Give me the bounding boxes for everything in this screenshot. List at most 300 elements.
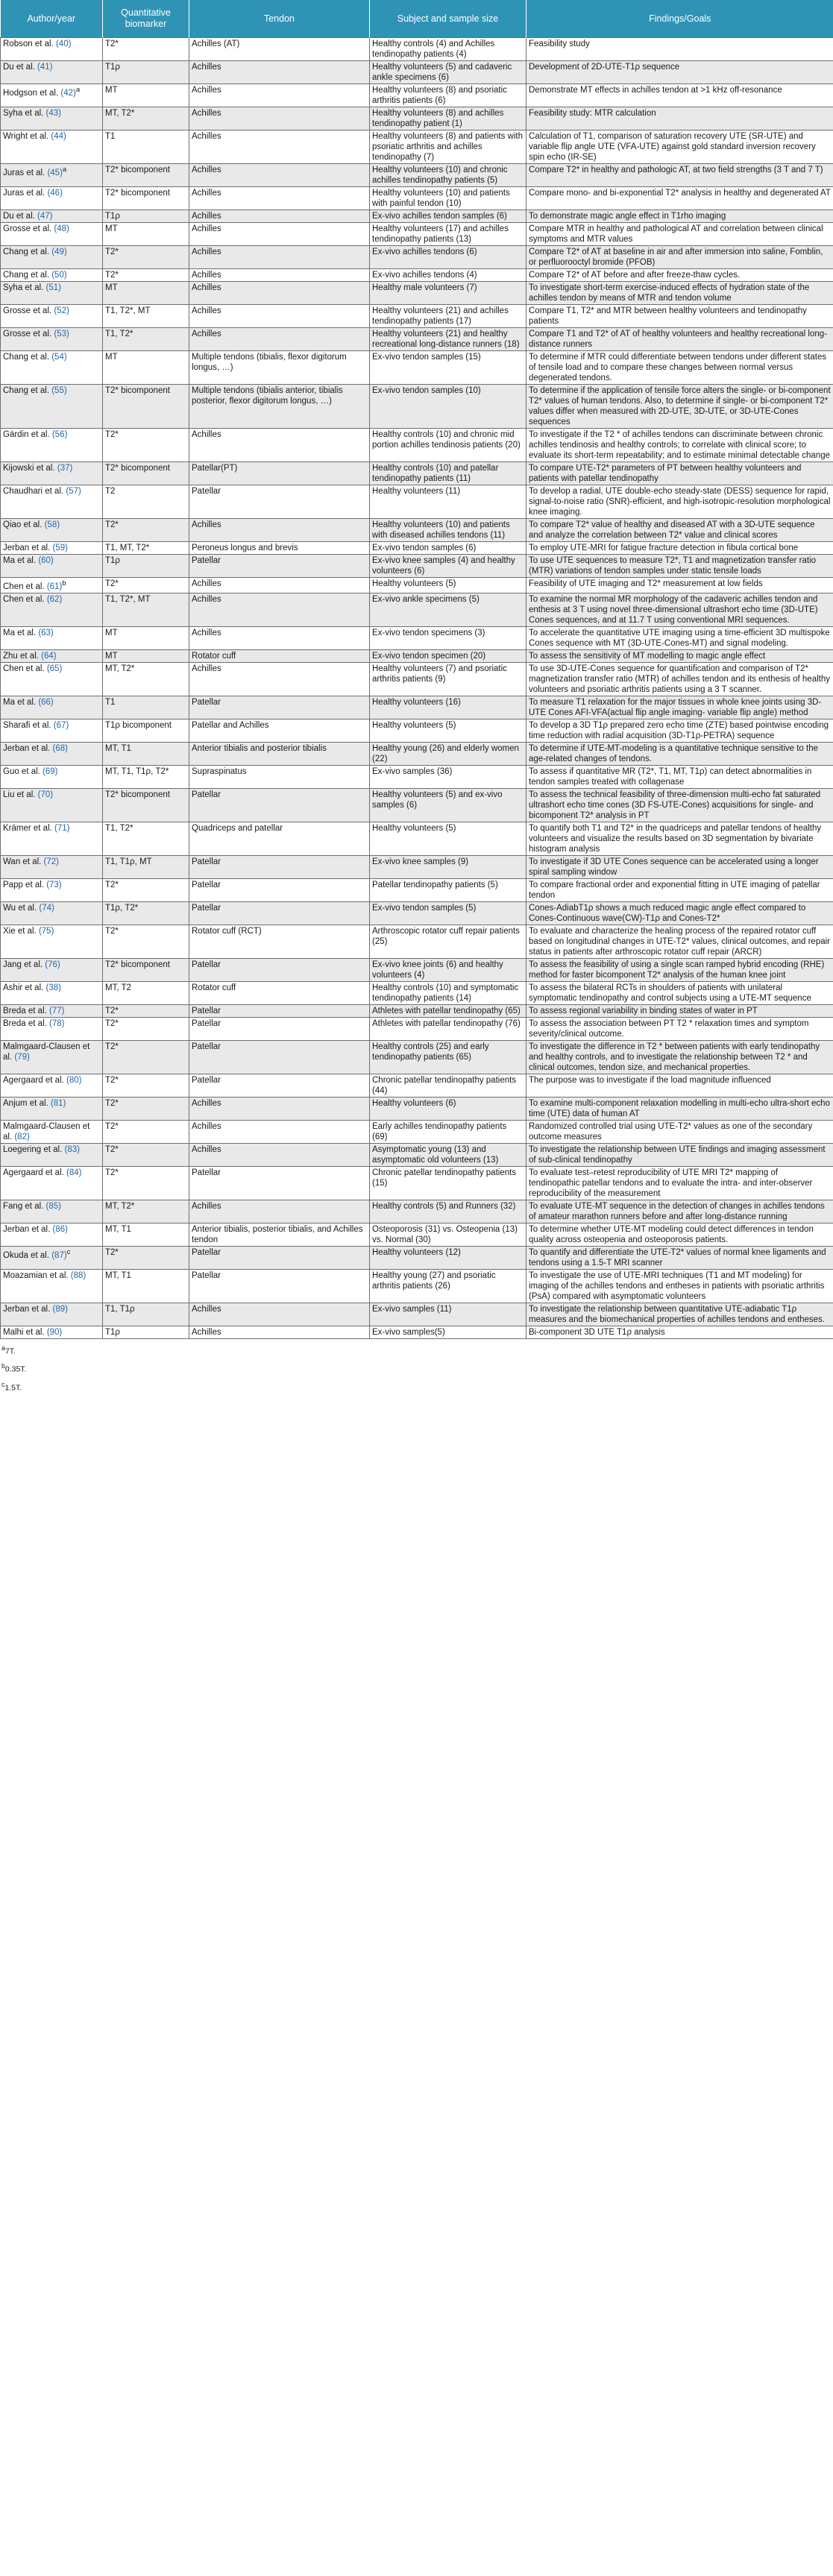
cell-subject: Osteoporosis (31) vs. Osteopenia (13) vs. Normal (30): [370, 1223, 526, 1246]
author-name: Grosse et al.: [3, 330, 54, 338]
author-name: Ashir et al.: [3, 983, 46, 992]
citation-link[interactable]: (38): [45, 983, 61, 992]
table-row: [1, 822, 833, 855]
cell-subject: Athletes with patellar tendinopathy (65): [370, 1004, 526, 1017]
cell-author: [1, 164, 103, 187]
cell-author: [1, 1200, 103, 1223]
cell-subject: Healthy volunteers (11): [370, 485, 526, 519]
cell-findings: To develop a radial, UTE double-echo steady-state (DESS) sequence for rapid, signal-to-noise ratio (SNR)-efficient, and high-isotropic-resolution morphological knee imaging.: [526, 485, 833, 519]
cell-biomarker: T1ρ: [103, 555, 189, 578]
cell-author: [1, 1120, 103, 1143]
author-name: Zhu et al.: [3, 651, 42, 661]
cell-biomarker: T2* bicomponent: [103, 958, 189, 981]
cell-tendon: Rotator cuff: [189, 649, 370, 662]
cell-biomarker: T2: [103, 485, 189, 519]
cell-biomarker: MT, T2*: [103, 107, 189, 130]
cell-author: [1, 1040, 103, 1074]
cell-subject: Ex-vivo tendon samples (6): [370, 542, 526, 555]
citation-link[interactable]: (52): [54, 306, 69, 315]
header-tendon: Tendon: [189, 0, 370, 38]
cell-tendon: Multiple tendons (tibialis, flexor digitorum longus, …): [189, 351, 370, 385]
cell-biomarker: T2*: [103, 269, 189, 282]
cell-subject: Ex-vivo achilles tendon samples (6): [370, 210, 526, 223]
cell-biomarker: T1, MT, T2*: [103, 542, 189, 555]
author-name: Juras et al.: [3, 189, 48, 198]
cell-tendon: Anterior tibialis and posterior tibialis: [189, 742, 370, 765]
author-name: Jerban et al.: [3, 1304, 53, 1314]
cell-biomarker: T2*: [103, 878, 189, 901]
cell-subject: Healthy volunteers (6): [370, 1097, 526, 1120]
cell-subject: Healthy volunteers (8) and achilles tendinopathy patient (1): [370, 107, 526, 130]
cell-tendon: Patellar: [189, 485, 370, 519]
cell-findings: Cones-AdiabT1ρ shows a much reduced magic angle effect compared to Cones-Continuous wave(CW)-T1ρ and Cones-T2*: [526, 901, 833, 925]
cell-tendon: Anterior tibialis, posterior tibialis, and Achilles tendon: [189, 1223, 370, 1246]
cell-author: [1, 958, 103, 981]
cell-author: [1, 282, 103, 305]
cell-findings: To investigate short-term exercise-induced effects of hydration state of the achilles tendon by means of MTR and tendon volume: [526, 282, 833, 305]
cell-tendon: Achilles: [189, 164, 370, 187]
citation-link[interactable]: (82): [14, 1132, 30, 1141]
cell-subject: Ex-vivo samples(5): [370, 1326, 526, 1338]
table-row: [1, 38, 833, 61]
author-name: Sharafi et al.: [3, 720, 54, 730]
table-row: [1, 649, 833, 662]
author-name: Chang et al.: [3, 353, 52, 362]
cell-tendon: Achilles: [189, 246, 370, 269]
cell-author: [1, 649, 103, 662]
cell-biomarker: T1, T2*, MT: [103, 305, 189, 328]
table-row: [1, 328, 833, 351]
cell-biomarker: T2*: [103, 578, 189, 593]
cell-author: [1, 107, 103, 130]
cell-findings: To assess if quantitative MR (T2*, T1, MT, T1ρ) can detect abnormalities in tendon samples treated with collagenase: [526, 765, 833, 788]
cell-subject: Ex-vivo knee samples (4) and healthy volunteers (6): [370, 555, 526, 578]
citation-link[interactable]: (43): [45, 109, 61, 118]
table-row: [1, 282, 833, 305]
cell-subject: Patellar tendinopathy patients (5): [370, 878, 526, 901]
header-findings: Findings/Goals: [526, 0, 833, 38]
citation-link[interactable]: (78): [49, 1018, 65, 1028]
cell-author: [1, 38, 103, 61]
table-row: [1, 107, 833, 130]
cell-biomarker: T2*: [103, 1097, 189, 1120]
cell-author: [1, 822, 103, 855]
cell-tendon: Achilles: [189, 61, 370, 84]
author-name: Moazamian et al.: [3, 1270, 71, 1280]
cell-biomarker: T2*: [103, 38, 189, 61]
cell-author: [1, 519, 103, 542]
citation-link[interactable]: (72): [43, 857, 59, 866]
cell-biomarker: T2*: [103, 1246, 189, 1269]
citation-link[interactable]: (44): [51, 132, 66, 141]
cell-tendon: Patellar: [189, 555, 370, 578]
author-name: Chen et al.: [3, 582, 47, 591]
cell-author: [1, 385, 103, 429]
cell-biomarker: MT, T1, T1ρ, T2*: [103, 765, 189, 788]
cell-author: [1, 1326, 103, 1338]
citation-link[interactable]: (76): [45, 960, 60, 969]
cell-findings: To investigate the relationship between quantitative UTE-adiabatic T1ρ measures and the biomechanical properties of achilles tendons and entheses.: [526, 1303, 833, 1326]
table-row: [1, 351, 833, 385]
cell-subject: Chronic patellar tendinopathy patients (44): [370, 1074, 526, 1097]
citation-link[interactable]: (80): [66, 1075, 82, 1085]
author-name: Qiao et al.: [3, 520, 45, 529]
cell-findings: To determine whether UTE-MT modeling could detect differences in tendon quality across osteopenia and osteoporosis patients.: [526, 1223, 833, 1246]
cell-subject: Healthy volunteers (10) and patients with painful tendon (10): [370, 187, 526, 210]
cell-biomarker: T1, T2*: [103, 328, 189, 351]
cell-tendon: Achilles: [189, 1200, 370, 1223]
citation-link[interactable]: (59): [52, 544, 68, 552]
author-name: Du et al.: [3, 212, 38, 221]
cell-subject: Ex-vivo achilles tendons (6): [370, 246, 526, 269]
citation-link[interactable]: (55): [51, 386, 67, 395]
author-name: Grosse et al.: [3, 306, 54, 315]
citation-link[interactable]: (87): [51, 1250, 67, 1260]
footnote-mark: b: [62, 579, 66, 588]
cell-findings: Compare T1, T2* and MTR between healthy volunteers and tendinopathy patients: [526, 305, 833, 328]
cell-subject: Ex-vivo knee joints (6) and healthy volunteers (4): [370, 958, 526, 981]
citation-link[interactable]: (70): [37, 790, 54, 799]
cell-tendon: Patellar: [189, 1004, 370, 1017]
cell-biomarker: T1ρ: [103, 210, 189, 223]
citation-link[interactable]: (50): [51, 271, 67, 280]
citation-link[interactable]: (63): [38, 628, 54, 637]
cell-tendon: Patellar(PT): [189, 462, 370, 485]
cell-subject: Healthy volunteers (5) and ex-vivo samples (6): [370, 788, 526, 822]
cell-author: [1, 878, 103, 901]
cell-subject: Early achilles tendinopathy patients (69): [370, 1120, 526, 1143]
author-name: Chen et al.: [3, 594, 47, 604]
cell-tendon: Rotator cuff (RCT): [189, 925, 370, 958]
citation-link[interactable]: (54): [51, 353, 67, 362]
table-row: [1, 462, 833, 485]
cell-findings: To assess the technical feasibility of three-dimension multi-echo fat saturated ultrashort echo time cones (3D FS-UTE-Cones) acquisitions for single- and bicomponent T2* analysis in PT: [526, 788, 833, 822]
cell-subject: Healthy volunteers (8) and patients with psoriatic arthritis and achilles tendinopathy (7): [370, 130, 526, 164]
cell-tendon: Achilles: [189, 269, 370, 282]
citation-link[interactable]: (49): [51, 248, 67, 256]
table-row: [1, 765, 833, 788]
footnote-mark: c: [66, 1247, 71, 1256]
cell-findings: To quantify and differentiate the UTE-T2* values of normal knee ligaments and tendons using a 1.5-T MRI scanner: [526, 1246, 833, 1269]
author-name: Jerban et al.: [3, 743, 53, 753]
citation-link[interactable]: (81): [50, 1098, 66, 1108]
cell-biomarker: T1, T1ρ, MT: [103, 855, 189, 878]
table-row: [1, 1143, 833, 1166]
footnote-text: 0.35T.: [4, 1364, 27, 1374]
citation-link[interactable]: (64): [41, 651, 57, 661]
cell-subject: Healthy young (26) and elderly women (22): [370, 742, 526, 765]
author-name: Malmgaard-Clausen et al.: [3, 1121, 90, 1141]
cell-biomarker: T1, T1ρ: [103, 1303, 189, 1326]
cell-biomarker: T1: [103, 130, 189, 164]
table-row: [1, 878, 833, 901]
cell-subject: Ex-vivo tendon samples (15): [370, 351, 526, 385]
cell-subject: Healthy controls (10) and chronic mid portion achilles tendinosis patients (20): [370, 429, 526, 462]
cell-findings: To use 3D-UTE-Cones sequence for quantification and comparison of T2* magnetization transfer ratio (MTR) of achilles tendon and its enthesis of healthy volunteers and psoriatic arthritis patients using a 3 T scanner.: [526, 662, 833, 696]
citation-link[interactable]: (66): [38, 697, 54, 707]
cell-biomarker: T1, T2*, MT: [103, 593, 189, 626]
cell-subject: Healthy volunteers (12): [370, 1246, 526, 1269]
cell-biomarker: T1ρ, T2*: [103, 901, 189, 925]
citation-link[interactable]: (89): [52, 1304, 68, 1314]
cell-subject: Chronic patellar tendinopathy patients (15): [370, 1166, 526, 1200]
cell-author: [1, 981, 103, 1004]
cell-author: [1, 662, 103, 696]
citation-link[interactable]: (42): [60, 88, 76, 98]
cell-findings: Calculation of T1, comparison of saturation recovery UTE (SR-UTE) and variable flip angle UTE (VFA-UTE) against gold standard inversion recovery spin echo (IR-SE): [526, 130, 833, 164]
cell-biomarker: T1: [103, 696, 189, 719]
cell-author: [1, 269, 103, 282]
table-row: [1, 485, 833, 519]
cell-author: [1, 351, 103, 385]
citation-link[interactable]: (79): [14, 1052, 30, 1062]
table-row: [1, 1097, 833, 1120]
table-row: [1, 788, 833, 822]
cell-tendon: Patellar: [189, 1269, 370, 1303]
author-name: Du et al.: [3, 63, 38, 72]
citation-link[interactable]: (74): [39, 903, 54, 913]
citation-link[interactable]: (62): [46, 594, 63, 604]
cell-findings: Compare T2* in healthy and pathologic AT, at two field strengths (3 T and 7 T): [526, 164, 833, 187]
cell-subject: Healthy controls (5) and Runners (32): [370, 1200, 526, 1223]
cell-author: [1, 61, 103, 84]
citation-link[interactable]: (40): [55, 40, 72, 48]
citation-link[interactable]: (75): [38, 926, 54, 936]
header-biomarker: Quantitative biomarker: [103, 0, 189, 38]
citation-link[interactable]: (47): [37, 212, 53, 221]
citation-link[interactable]: (37): [57, 464, 73, 473]
cell-biomarker: MT: [103, 649, 189, 662]
cell-tendon: Patellar: [189, 1040, 370, 1074]
cell-findings: To accelerate the quantitative UTE imaging using a time-efficient 3D multispoke Cones sequence with MT (3D-UTE-Cones-MT) and signal modeling.: [526, 626, 833, 649]
citation-link[interactable]: (58): [44, 520, 60, 529]
citation-link[interactable]: (68): [52, 743, 68, 753]
cell-subject: Healthy controls (4) and Achilles tendinopathy patients (4): [370, 38, 526, 61]
table-row: [1, 1120, 833, 1143]
cell-findings: To quantify both T1 and T2* in the quadriceps and patellar tendons of healthy volunteers and visualize the results based on 3D segmentation by bivariate histogram analysis: [526, 822, 833, 855]
table-row: [1, 555, 833, 578]
cell-biomarker: MT: [103, 84, 189, 107]
table-row: [1, 958, 833, 981]
author-name: Xie et al.: [3, 926, 39, 936]
cell-author: [1, 1269, 103, 1303]
cell-author: [1, 788, 103, 822]
table-row: [1, 593, 833, 626]
cell-author: [1, 210, 103, 223]
cell-author: [1, 1143, 103, 1166]
cell-biomarker: MT: [103, 626, 189, 649]
cell-findings: To investigate the relationship between UTE findings and imaging assessment of sub-clinical tendinopathy: [526, 1143, 833, 1166]
cell-findings: Randomized controlled trial using UTE-T2* values as one of the secondary outcome measures: [526, 1120, 833, 1143]
cell-tendon: Patellar: [189, 878, 370, 901]
author-name: Fang et al.: [3, 1201, 46, 1211]
cell-biomarker: MT: [103, 282, 189, 305]
citation-link[interactable]: (51): [45, 283, 61, 292]
cell-tendon: Patellar and Achilles: [189, 719, 370, 742]
cell-tendon: Achilles: [189, 519, 370, 542]
cell-subject: Healthy volunteers (5): [370, 578, 526, 593]
table-row: [1, 61, 833, 84]
cell-tendon: Patellar: [189, 788, 370, 822]
citation-link[interactable]: (57): [66, 487, 81, 496]
table-row: [1, 1223, 833, 1246]
author-name: Jang et al.: [3, 960, 45, 969]
table-row: [1, 696, 833, 719]
citation-link[interactable]: (67): [53, 720, 69, 730]
table-row: [1, 578, 833, 593]
cell-tendon: Achilles: [189, 662, 370, 696]
author-name: Gärdin et al.: [3, 430, 52, 439]
citation-link[interactable]: (83): [64, 1144, 80, 1154]
cell-author: [1, 223, 103, 246]
cell-biomarker: T2*: [103, 246, 189, 269]
cell-author: [1, 246, 103, 269]
author-name: Robson et al.: [3, 40, 56, 48]
cell-biomarker: T1ρ: [103, 61, 189, 84]
cell-tendon: Achilles: [189, 1097, 370, 1120]
citation-link[interactable]: (73): [46, 880, 62, 889]
cell-tendon: Achilles: [189, 84, 370, 107]
cell-biomarker: T2* bicomponent: [103, 462, 189, 485]
cell-findings: To develop a 3D T1ρ prepared zero echo time (ZTE) based pointwise encoding time reduction with radial acquisition (3D-T1ρ-PETRA) sequence: [526, 719, 833, 742]
cell-subject: Healthy controls (10) and symptomatic tendinopathy patients (14): [370, 981, 526, 1004]
citation-link[interactable]: (56): [51, 430, 68, 439]
cell-findings: To investigate the use of UTE-MRI techniques (T1 and MT modeling) for imaging of the achilles tendons and entheses in patients with psoriatic arthritis (PsA) compared with asymptomatic volunteers: [526, 1269, 833, 1303]
citation-link[interactable]: (41): [37, 63, 53, 72]
cell-findings: To compare T2* value of healthy and diseased AT with a 3D-UTE sequence and analyze the correlation between T2* value and clinical scores: [526, 519, 833, 542]
cell-findings: Compare MTR in healthy and pathological AT and correlation between clinical symptoms and MTR values: [526, 223, 833, 246]
author-name: Krämer et al.: [3, 823, 55, 833]
author-name: Chang et al.: [3, 386, 52, 395]
cell-tendon: Achilles: [189, 1143, 370, 1166]
cell-author: [1, 555, 103, 578]
cell-findings: To demonstrate magic angle effect in T1rho imaging: [526, 210, 833, 223]
cell-biomarker: T2* bicomponent: [103, 187, 189, 210]
cell-subject: Ex-vivo achilles tendons (4): [370, 269, 526, 282]
cell-author: [1, 901, 103, 925]
cell-author: [1, 1097, 103, 1120]
citation-link[interactable]: (48): [54, 224, 69, 233]
cell-author: [1, 578, 103, 593]
cell-subject: Healthy volunteers (21) and healthy recreational long-distance runners (18): [370, 328, 526, 351]
cell-author: [1, 626, 103, 649]
cell-subject: Healthy volunteers (16): [370, 696, 526, 719]
table-row: [1, 901, 833, 925]
cell-findings: To examine the normal MR morphology of the cadaveric achilles tendon and enthesis at 3 T using novel three-dimensional ultrashort echo time (3D-UTE) Cones sequences, and at 11.7 T using conventional MRI sequences.: [526, 593, 833, 626]
citation-link[interactable]: (88): [70, 1270, 87, 1280]
cell-tendon: Patellar: [189, 696, 370, 719]
cell-findings: To evaluate and characterize the healing process of the repaired rotator cuff based on longitudinal changes in UTE-T2* values, clinical outcomes, and repair status in patients after arthroscopic rotator cuff repair (ARCR): [526, 925, 833, 958]
cell-subject: Ex-vivo knee samples (9): [370, 855, 526, 878]
citation-link[interactable]: (84): [66, 1168, 82, 1177]
cell-biomarker: MT, T2*: [103, 662, 189, 696]
table-row: [1, 719, 833, 742]
cell-findings: To assess the feasibility of using a single scan ramped hybrid encoding (RHE) method for faster bicomponent T2* analysis of the human knee joint: [526, 958, 833, 981]
table-row: [1, 1200, 833, 1223]
citation-link[interactable]: (65): [46, 664, 63, 673]
cell-subject: Healthy controls (10) and patellar tendinopathy patients (11): [370, 462, 526, 485]
cell-author: [1, 485, 103, 519]
cell-author: [1, 1246, 103, 1269]
cell-findings: To employ UTE-MRI for fatigue fracture detection in fibula cortical bone: [526, 542, 833, 555]
cell-author: [1, 1223, 103, 1246]
cell-tendon: Achilles: [189, 282, 370, 305]
citation-link[interactable]: (46): [47, 189, 63, 198]
author-name: Guo et al.: [3, 766, 43, 776]
author-name: Ma et al.: [3, 628, 39, 637]
cell-tendon: Achilles: [189, 429, 370, 462]
cell-subject: Healthy volunteers (5) and cadaveric ankle specimens (6): [370, 61, 526, 84]
table-row: [1, 164, 833, 187]
cell-author: [1, 1074, 103, 1097]
cell-author: [1, 742, 103, 765]
cell-biomarker: MT, T2*: [103, 1200, 189, 1223]
author-name: Hodgson et al.: [3, 88, 61, 98]
footnotes: [0, 1342, 833, 1394]
table-row: [1, 1004, 833, 1017]
table-row: [1, 1326, 833, 1338]
cell-biomarker: T2*: [103, 1040, 189, 1074]
citation-link[interactable]: (53): [54, 330, 69, 338]
cell-subject: Healthy volunteers (10) and patients with diseased achilles tendons (11): [370, 519, 526, 542]
cell-findings: To evaluate UTE-MT sequence in the detection of changes in achilles tendons of amateur marathon runners before and after long-distance running: [526, 1200, 833, 1223]
cell-author: [1, 1004, 103, 1017]
cell-findings: To compare UTE-T2* parameters of PT between healthy volunteers and patients with patellar tendinopathy: [526, 462, 833, 485]
citation-link[interactable]: (69): [43, 766, 58, 776]
cell-tendon: Multiple tendons (tibialis anterior, tibialis posterior, flexor digitorum longus, …): [189, 385, 370, 429]
cell-author: [1, 542, 103, 555]
citation-link[interactable]: (60): [38, 556, 54, 565]
cell-biomarker: T2* bicomponent: [103, 788, 189, 822]
author-name: Loegering et al.: [3, 1144, 65, 1154]
cell-subject: Ex-vivo tendon specimen (20): [370, 649, 526, 662]
citation-link[interactable]: (90): [46, 1327, 63, 1337]
cell-biomarker: MT, T1: [103, 742, 189, 765]
cell-biomarker: T1ρ: [103, 1326, 189, 1338]
cell-subject: Healthy volunteers (5): [370, 719, 526, 742]
cell-author: [1, 1017, 103, 1040]
footnote: [0, 1360, 833, 1376]
author-name: Papp et al.: [3, 880, 47, 889]
author-name: Wright et al.: [3, 132, 51, 141]
cell-subject: Healthy volunteers (8) and psoriatic arthritis patients (6): [370, 84, 526, 107]
table-row: [1, 542, 833, 555]
cell-findings: To determine if MTR could differentiate between tendons under different states of tensile load and to compare these changes between normal versus degenerated tendons.: [526, 351, 833, 385]
citation-link[interactable]: (85): [45, 1201, 61, 1211]
citation-link[interactable]: (61): [46, 582, 63, 591]
cell-tendon: Patellar: [189, 1246, 370, 1269]
cell-tendon: Achilles: [189, 593, 370, 626]
author-name: Anjum et al.: [3, 1098, 51, 1108]
cell-tendon: Achilles: [189, 305, 370, 328]
cell-tendon: Patellar: [189, 901, 370, 925]
cell-subject: Healthy volunteers (10) and chronic achilles tendinopathy patients (5): [370, 164, 526, 187]
author-name: Chen et al.: [3, 664, 47, 673]
citation-link[interactable]: (77): [49, 1006, 65, 1015]
footnote-mark: a: [62, 166, 67, 174]
cell-findings: To determine if UTE-MT-modeling is a quantitative technique sensitive to the age-related changes of tendons.: [526, 742, 833, 765]
cell-tendon: Patellar: [189, 855, 370, 878]
table-row: [1, 385, 833, 429]
citation-link[interactable]: (86): [52, 1224, 68, 1234]
citation-link[interactable]: (71): [54, 823, 70, 833]
citation-link[interactable]: (45): [47, 168, 63, 177]
cell-tendon: Achilles: [189, 328, 370, 351]
cell-tendon: Patellar: [189, 1074, 370, 1097]
author-name: Chaudhari et al.: [3, 487, 66, 496]
cell-findings: Demonstrate MT effects in achilles tendon at >1 kHz off-resonance: [526, 84, 833, 107]
cell-tendon: Achilles: [189, 107, 370, 130]
